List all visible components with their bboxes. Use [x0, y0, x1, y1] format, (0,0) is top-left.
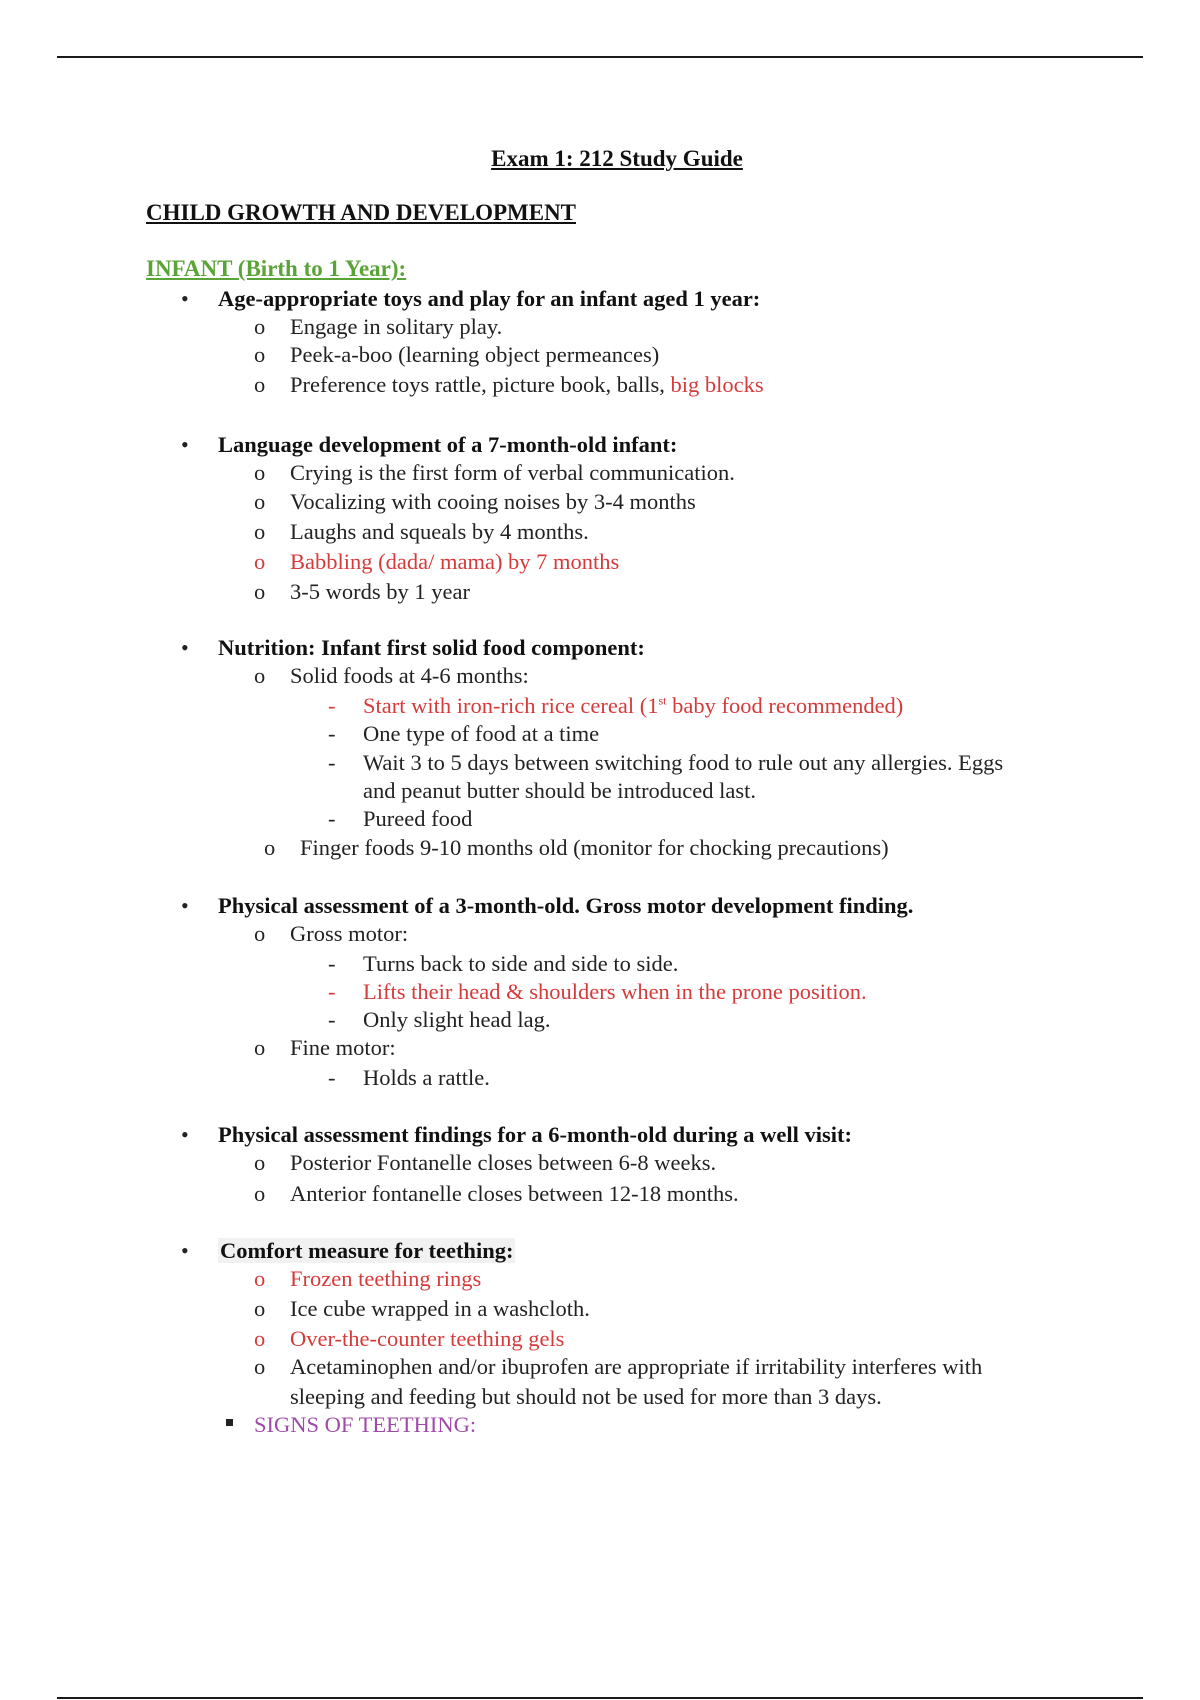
signs-of-teething-item: SIGNS OF TEETHING: [254, 1411, 476, 1439]
list-item: - Pureed food [328, 806, 473, 831]
top-rule [57, 56, 1143, 58]
list-item: - Only slight head lag. [328, 1007, 551, 1032]
list-item: o Ice cube wrapped in a washcloth. [254, 1296, 590, 1321]
topic-language-heading: • Language development of a 7-month-old infant: [181, 432, 678, 457]
list-item: o Laughs and squeals by 4 months. [254, 519, 589, 544]
topic-physical-6-month-heading: • Physical assessment findings for a 6-month-old during a well visit: [181, 1122, 853, 1147]
bullet-marker: • [181, 286, 189, 311]
list-item: - Wait 3 to 5 days between switching food to rule out any allergies. Eggs [328, 750, 1004, 775]
list-item: o Gross motor: [254, 921, 409, 946]
list-item: o Vocalizing with cooing noises by 3-4 months [254, 489, 696, 514]
section-heading: CHILD GROWTH AND DEVELOPMENT [146, 200, 577, 225]
list-item: o Crying is the first form of verbal communication. [254, 460, 735, 485]
square-bullet-marker [226, 1419, 233, 1426]
list-item: - Holds a rattle. [328, 1065, 490, 1090]
subsection-heading-infant: INFANT (Birth to 1 Year): [146, 256, 407, 281]
list-item-continuation: and peanut butter should be introduced last. [363, 778, 757, 803]
list-item: - Start with iron-rich rice cereal (1st baby food recommended) [328, 693, 904, 718]
list-item: o Frozen teething rings [254, 1266, 482, 1291]
list-item: - Lifts their head & shoulders when in the prone position. [328, 979, 867, 1004]
list-item: o Engage in solitary play. [254, 314, 503, 339]
list-item: o 3-5 words by 1 year [254, 579, 470, 604]
topic-physical-3-month-heading: • Physical assessment of a 3-month-old. Gross motor development finding. [181, 893, 914, 918]
bottom-rule [57, 1697, 1143, 1699]
list-item-continuation: sleeping and feeding but should not be used for more than 3 days. [290, 1384, 882, 1409]
list-item: o Fine motor: [254, 1035, 396, 1060]
topic-toys-heading: • Age-appropriate toys and play for an infant aged 1 year: [181, 286, 761, 311]
list-item: o Preference toys rattle, picture book, balls, big blocks [254, 372, 764, 397]
list-item: o Over-the-counter teething gels [254, 1326, 565, 1351]
list-item: o Anterior fontanelle closes between 12-18 months. [254, 1181, 739, 1206]
highlight-text: big blocks [670, 372, 764, 397]
document-title: Exam 1: 212 Study Guide [491, 146, 743, 171]
list-item: o Babbling (dada/ mama) by 7 months [254, 549, 620, 574]
list-item: o Peek-a-boo (learning object permeances) [254, 342, 660, 367]
list-item: - Turns back to side and side to side. [328, 951, 679, 976]
topic-teething-heading: • Comfort measure for teething: [181, 1238, 514, 1263]
list-item: o Posterior Fontanelle closes between 6-8 weeks. [254, 1150, 717, 1175]
list-item: - One type of food at a time [328, 721, 600, 746]
list-item: o Solid foods at 4-6 months: [254, 663, 529, 688]
list-item: o Finger foods 9-10 months old (monitor for chocking precautions) [264, 835, 889, 860]
topic-nutrition-heading: • Nutrition: Infant first solid food component: [181, 635, 645, 660]
list-item: o Acetaminophen and/or ibuprofen are appropriate if irritability interferes with [254, 1354, 983, 1379]
